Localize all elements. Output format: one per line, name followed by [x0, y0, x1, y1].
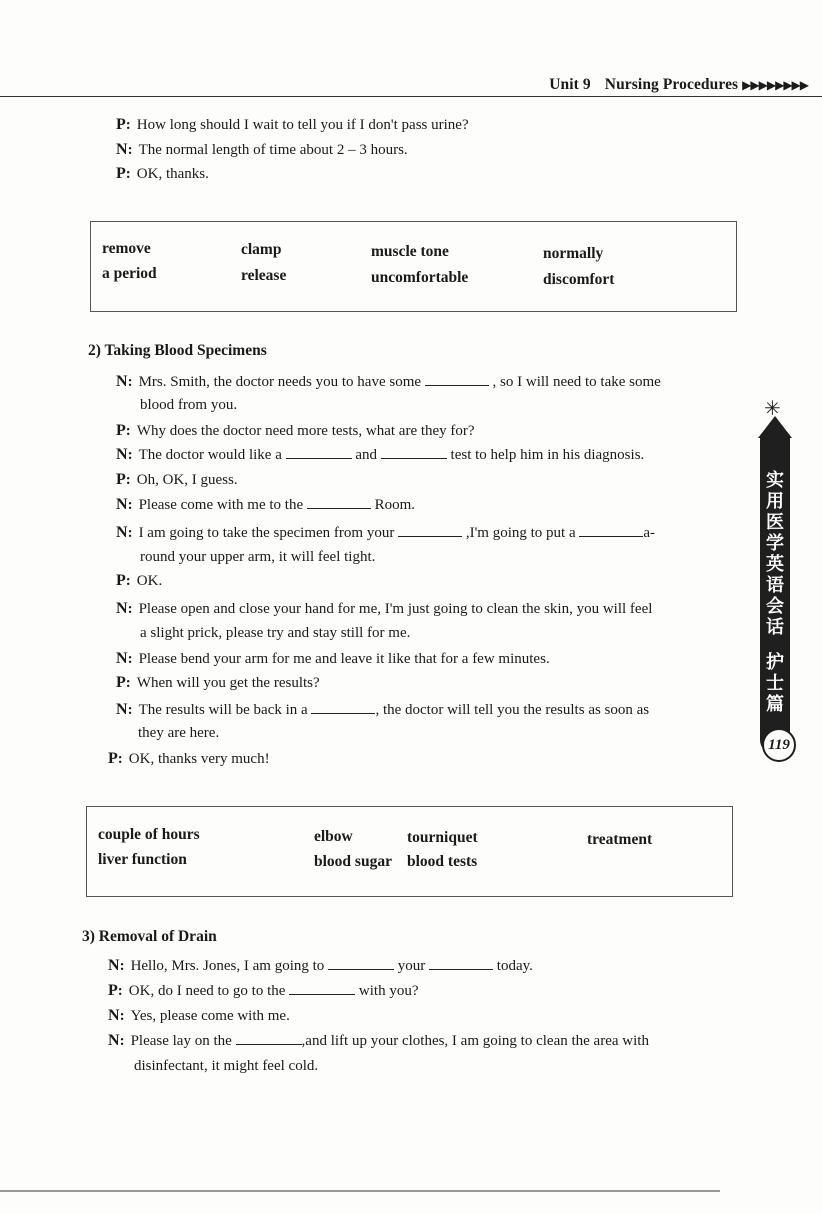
dialogue-continuation: blood from you. — [140, 397, 238, 413]
spark-icon: ✳ — [764, 398, 781, 420]
answer-blank[interactable] — [307, 494, 371, 509]
speaker-label: N — [116, 524, 128, 541]
speaker-label: P — [108, 750, 118, 767]
line-text: your — [397, 958, 426, 974]
line-text: OK, thanks. — [136, 166, 209, 182]
side-tab-char: 护 — [766, 652, 784, 673]
line-text: Oh, OK, I guess. — [136, 472, 238, 488]
word-item: a period — [102, 265, 157, 282]
dialogue-line: N: The results will be back in a , the doctor will tell you the results as soon as — [116, 701, 650, 718]
speaker-label: N — [116, 650, 128, 667]
answer-blank[interactable] — [429, 955, 493, 970]
dialogue-line: P: When will you get the results? — [116, 674, 320, 691]
line-text: test to help him in his diagnosis. — [450, 447, 645, 463]
word-item: release — [241, 267, 287, 284]
dialogue-line: N: I am going to take the specimen from your ,I'm going to put a a- — [116, 524, 656, 541]
footer-rule — [0, 1190, 720, 1192]
word-item: normally — [543, 245, 604, 262]
dialogue-line: P: How long should I wait to tell you if I don't pass urine? — [116, 116, 469, 133]
dialogue-continuation: they are here. — [138, 725, 220, 741]
word-item: blood sugar — [314, 853, 392, 870]
line-text: Why does the doctor need more tests, what are they for? — [136, 423, 475, 439]
speaker-label: P — [116, 674, 126, 691]
dialogue-line: N: Please bend your arm for me and leave it like that for a few minutes. — [116, 650, 550, 667]
section-title: 2) Taking Blood Specimens — [88, 342, 267, 359]
dialogue-continuation: disinfectant, it might feel cold. — [134, 1058, 319, 1074]
dialogue-line: N: Hello, Mrs. Jones, I am going to your today. — [108, 957, 533, 974]
line-text: The normal length of time about 2 – 3 hours. — [138, 142, 408, 158]
header-arrows: ▶▶▶▶▶▶▶▶ — [742, 78, 808, 92]
speaker-label: N — [116, 600, 128, 617]
line-text: Please lay on the — [130, 1033, 232, 1049]
dialogue-line: P: OK, thanks very much! — [108, 750, 270, 767]
word-item: uncomfortable — [371, 269, 469, 286]
speaker-label: N — [116, 141, 128, 158]
side-tab-char: 话 — [766, 617, 784, 638]
word-item: blood tests — [407, 853, 478, 870]
side-tab-char: 会 — [766, 596, 784, 617]
line-text: ,and lift up your clothes, I am going to clean the area with — [301, 1033, 649, 1049]
dialogue-line: P: OK, do I need to go to the with you? — [108, 982, 419, 999]
side-tab-char: 实 — [766, 470, 784, 491]
line-text: Please come with me to the — [138, 497, 304, 513]
line-text: How long should I wait to tell you if I don't pass urine? — [136, 117, 469, 133]
word-item: clamp — [241, 241, 282, 258]
line-text: Room. — [374, 497, 416, 513]
answer-blank[interactable] — [286, 444, 352, 459]
speaker-label: N — [108, 957, 120, 974]
side-tab-char: 士 — [766, 673, 784, 694]
line-text: Please bend your arm for me and leave it like that for a few minutes. — [138, 651, 550, 667]
side-tab-char: 英 — [766, 554, 784, 575]
page-number: 119 — [762, 728, 796, 762]
speaker-label: N — [116, 701, 128, 718]
word-item: liver function — [98, 851, 187, 868]
word-item: remove — [102, 240, 151, 257]
dialogue-line: N: Please come with me to the Room. — [116, 496, 416, 513]
line-text: Hello, Mrs. Jones, I am going to — [130, 958, 325, 974]
speaker-label: N — [108, 1032, 120, 1049]
line-text: The doctor would like a — [138, 447, 282, 463]
section-title: 3) Removal of Drain — [82, 928, 217, 945]
line-text: The results will be back in a — [138, 702, 308, 718]
dialogue-continuation: round your upper arm, it will feel tight. — [140, 549, 376, 565]
speaker-label: P — [116, 471, 126, 488]
side-tab-char: 学 — [766, 533, 784, 554]
speaker-label: P — [116, 572, 126, 589]
speaker-label: P — [108, 982, 118, 999]
answer-blank[interactable] — [425, 371, 489, 386]
dialogue-line: P: OK. — [116, 572, 163, 589]
side-tab-char: 用 — [766, 491, 784, 512]
tab-arrow-icon — [758, 416, 792, 438]
dialogue-line: P: OK, thanks. — [116, 165, 209, 182]
line-text: ,I'm going to put a — [465, 525, 576, 541]
word-box-1 — [90, 221, 737, 312]
dialogue-line: P: Oh, OK, I guess. — [116, 471, 238, 488]
dialogue-line: N: Please lay on the ,and lift up your clothes, I am going to clean the area with — [108, 1032, 649, 1049]
header-title: Nursing Procedures — [604, 76, 739, 93]
word-box-2 — [86, 806, 733, 897]
answer-blank[interactable] — [579, 522, 643, 537]
header-rule — [0, 96, 822, 97]
speaker-label: N — [116, 496, 128, 513]
dialogue-line: N: The doctor would like a and test to help him in his diagnosis. — [116, 446, 645, 463]
speaker-label: P — [116, 422, 126, 439]
line-text: OK. — [136, 573, 163, 589]
line-text: Please open and close your hand for me, I'm just going to clean the skin, you will feel — [138, 601, 653, 617]
running-header — [549, 76, 808, 94]
answer-blank[interactable] — [236, 1030, 302, 1045]
answer-blank[interactable] — [289, 980, 355, 995]
line-text: with you? — [358, 983, 419, 999]
line-text: a- — [643, 525, 656, 541]
line-text: When will you get the results? — [136, 675, 320, 691]
line-text: OK, thanks very much! — [128, 751, 270, 767]
word-item: couple of hours — [98, 826, 200, 843]
line-text: Yes, please come with me. — [130, 1008, 290, 1024]
speaker-label: N — [116, 373, 128, 390]
line-text: , so I will need to take some — [492, 374, 661, 390]
answer-blank[interactable] — [311, 699, 375, 714]
word-item: tourniquet — [407, 829, 478, 846]
dialogue-line: N: Mrs. Smith, the doctor needs you to have some , so I will need to take some — [116, 373, 661, 390]
speaker-label: N — [116, 446, 128, 463]
answer-blank[interactable] — [398, 522, 462, 537]
word-item: elbow — [314, 828, 353, 845]
answer-blank[interactable] — [328, 955, 394, 970]
word-item: muscle tone — [371, 243, 449, 260]
line-text: , the doctor will tell you the results as soon as — [375, 702, 650, 718]
dialogue-line: P: Why does the doctor need more tests, what are they for? — [116, 422, 475, 439]
line-text: Mrs. Smith, the doctor needs you to have some — [138, 374, 422, 390]
word-item: treatment — [587, 831, 653, 848]
dialogue-continuation: a slight prick, please try and stay still for me. — [140, 625, 411, 641]
dialogue-line: N: Yes, please come with me. — [108, 1007, 290, 1024]
side-tab-char: 语 — [766, 575, 784, 596]
dialogue-line: N: The normal length of time about 2 – 3 hours. — [116, 141, 408, 158]
line-text: I am going to take the specimen from your — [138, 525, 395, 541]
side-tab-char: 医 — [766, 512, 784, 533]
side-tab-title — [760, 470, 790, 715]
header-unit: Unit 9 — [549, 76, 591, 93]
side-tab-char: 篇 — [766, 694, 784, 715]
word-item: discomfort — [543, 271, 615, 288]
line-text: today. — [496, 958, 533, 974]
speaker-label: N — [108, 1007, 120, 1024]
line-text: OK, do I need to go to the — [128, 983, 286, 999]
line-text: and — [355, 447, 378, 463]
answer-blank[interactable] — [381, 444, 447, 459]
speaker-label: P — [116, 165, 126, 182]
speaker-label: P — [116, 116, 126, 133]
dialogue-line: N: Please open and close your hand for me, I'm just going to clean the skin, you will feel — [116, 600, 653, 617]
